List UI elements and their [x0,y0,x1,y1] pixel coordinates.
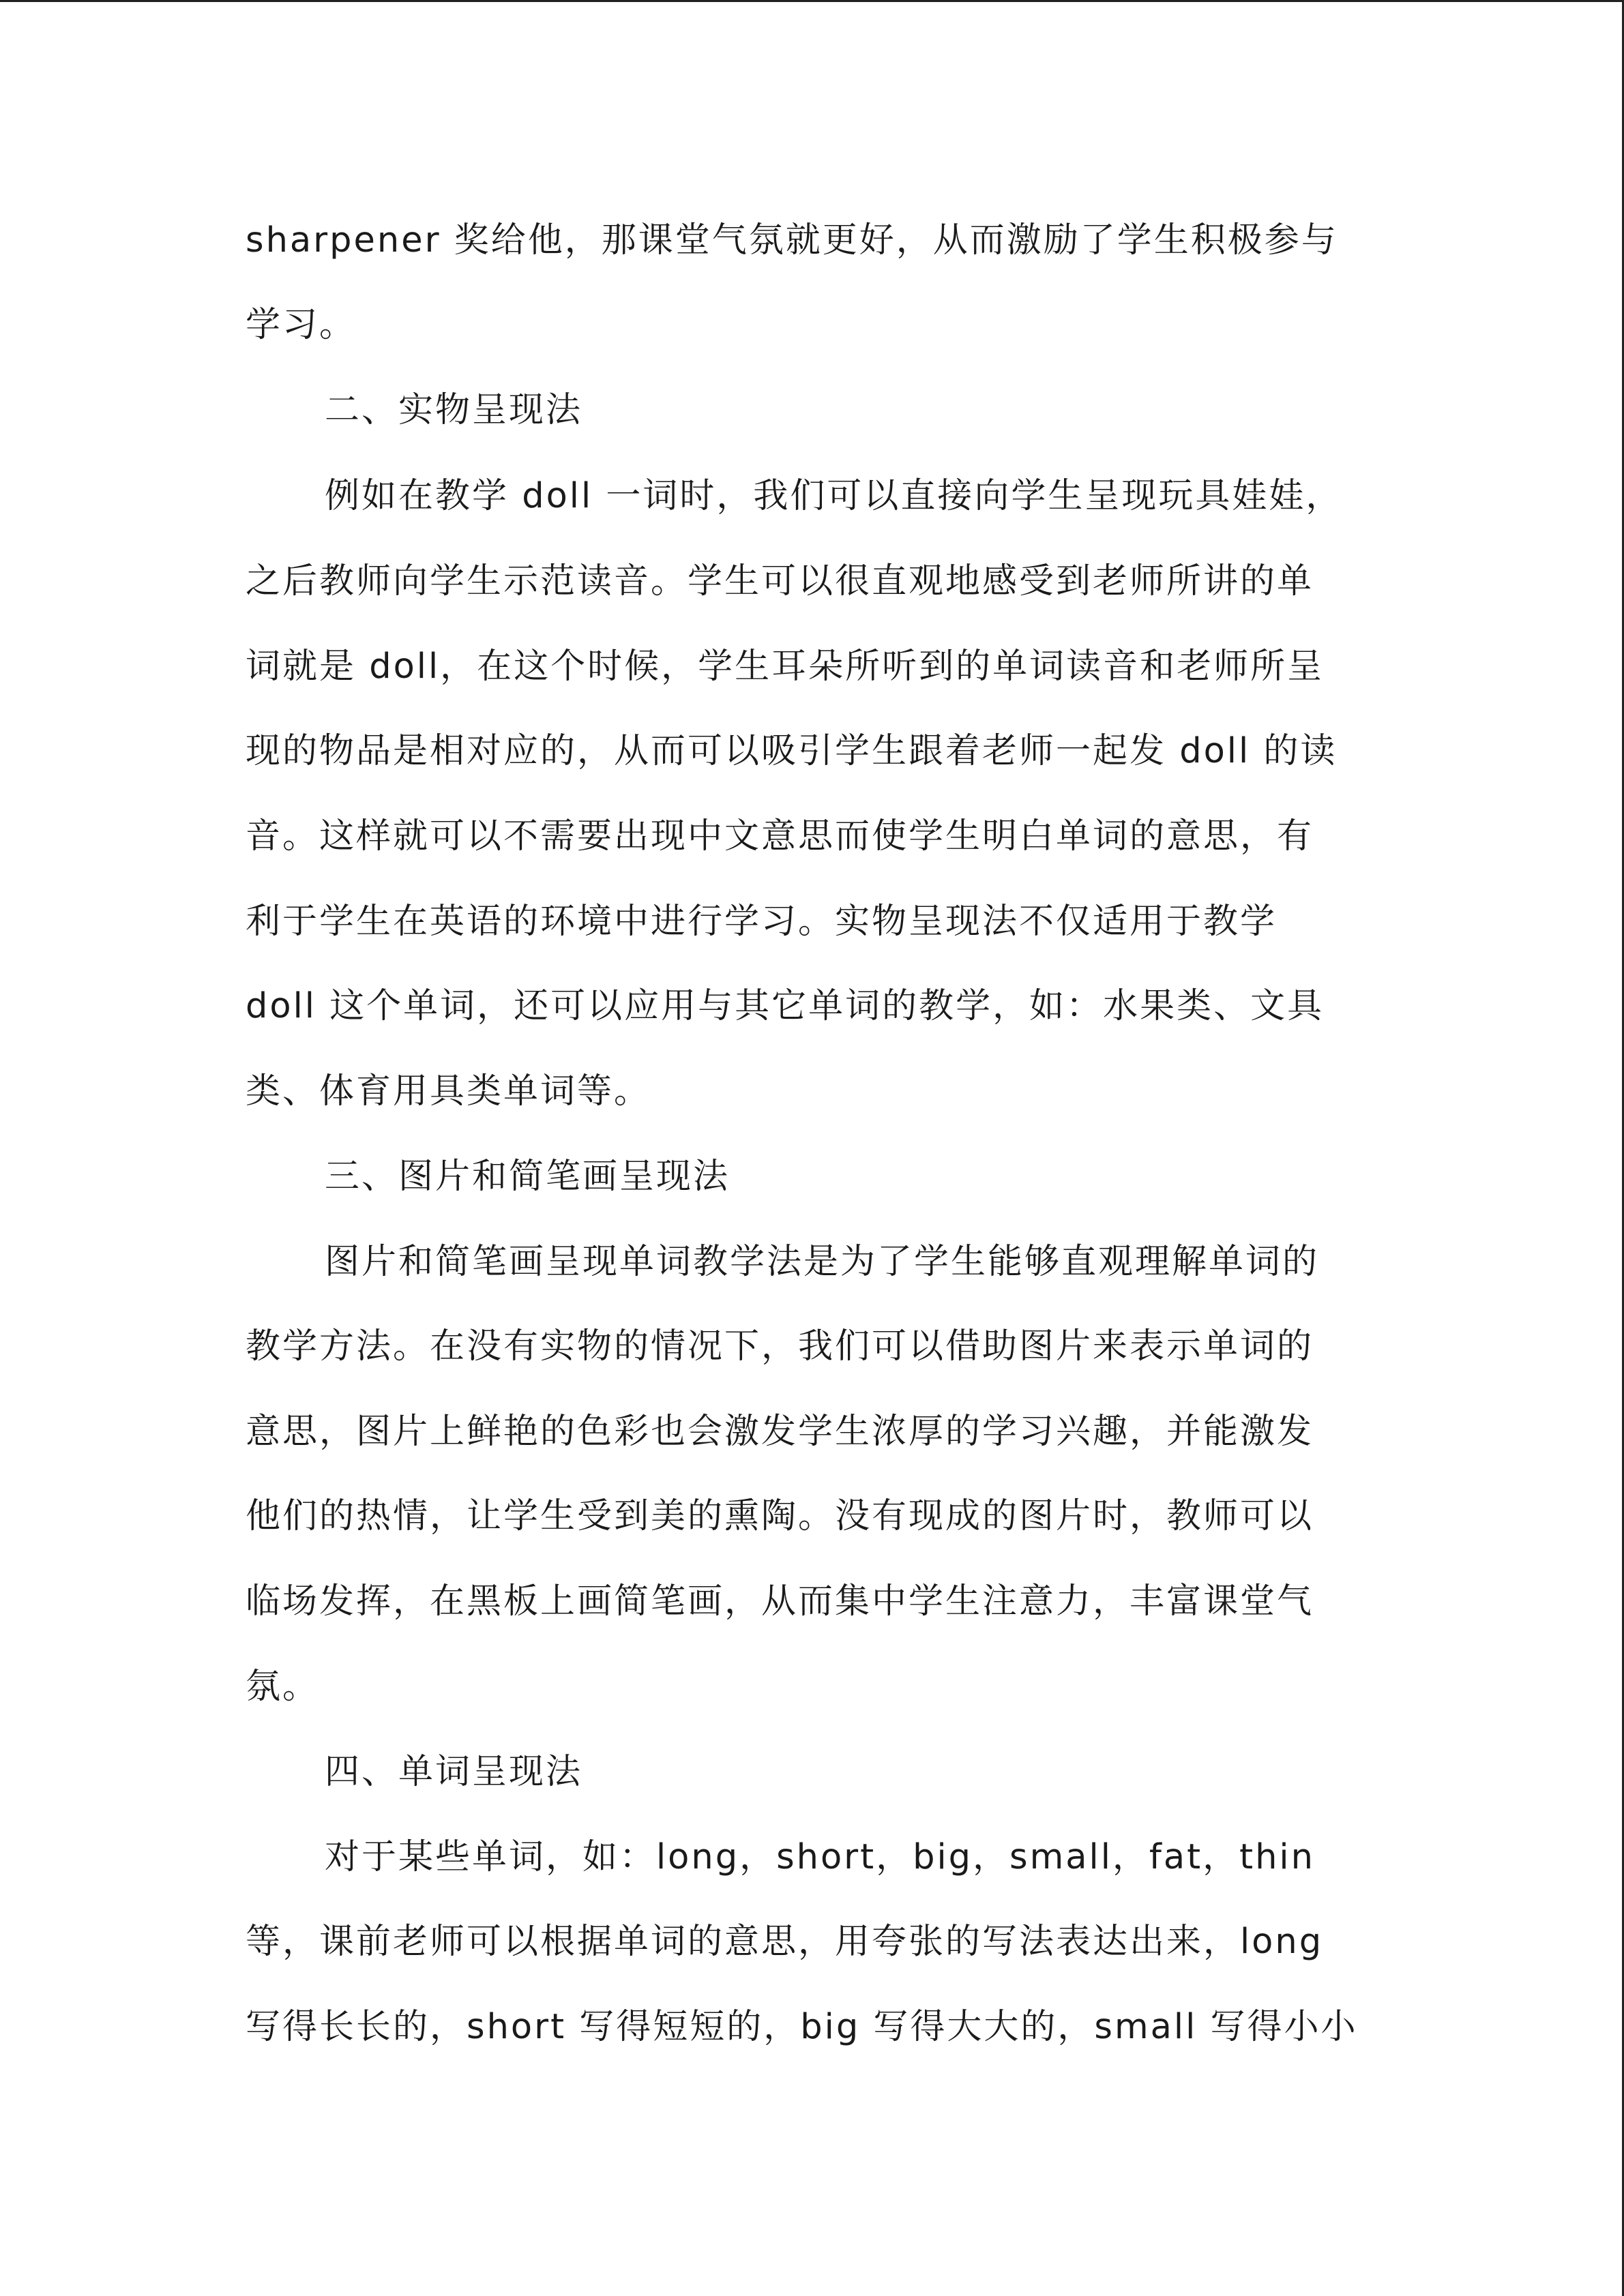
text-line: 现的物品是相对应的，从而可以吸引学生跟着老师一起发 doll 的读 [246,731,1338,771]
text-line: 教学方法。在没有实物的情况下，我们可以借助图片来表示单词的 [246,1326,1314,1367]
text-line: 图片和简笔画呈现单词教学法是为了学生能够直观理解单词的 [325,1242,1320,1282]
text-line: 临场发挥，在黑板上画简笔画，从而集中学生注意力，丰富课堂气 [246,1581,1314,1622]
text-line: 意思，图片上鲜艳的色彩也会激发学生浓厚的学习兴趣，并能激发 [246,1412,1314,1452]
text-line: 写得长长的，short 写得短短的，big 写得大大的，small 写得小小 [246,2007,1358,2047]
text-line: 利于学生在英语的环境中进行学习。实物呈现法不仅适用于教学 [246,901,1278,942]
section-heading: 三、图片和简笔画呈现法 [325,1157,730,1197]
text-line: doll 这个单词，还可以应用与其它单词的教学，如：水果类、文具 [246,986,1325,1026]
text-line: 氛。 [246,1667,320,1707]
page-top-border [0,0,1624,2]
text-line: 例如在教学 doll 一词时，我们可以直接向学生呈现玩具娃娃， [325,476,1343,516]
text-line: sharpener 奖给他，那课堂气氛就更好，从而激励了学生积极参与 [246,220,1338,260]
text-line: 等，课前老师可以根据单词的意思，用夸张的写法表达出来，long [246,1922,1324,1962]
text-line: 他们的热情，让学生受到美的熏陶。没有现成的图片时，教师可以 [246,1496,1314,1536]
text-line: 对于某些单词，如：long，short，big，small，fat，thin [325,1837,1315,1877]
section-heading: 二、实物呈现法 [325,390,583,430]
text-line: 之后教师向学生示范读音。学生可以很直观地感受到老师所讲的单 [246,561,1314,601]
text-line: 学习。 [246,305,357,345]
text-line: 词就是 doll，在这个时候，学生耳朵所听到的单词读音和老师所呈 [246,646,1325,687]
text-line: 音。这样就可以不需要出现中文意思而使学生明白单词的意思，有 [246,816,1314,856]
section-heading: 四、单词呈现法 [325,1752,583,1792]
text-line: 类、体育用具类单词等。 [246,1071,651,1112]
